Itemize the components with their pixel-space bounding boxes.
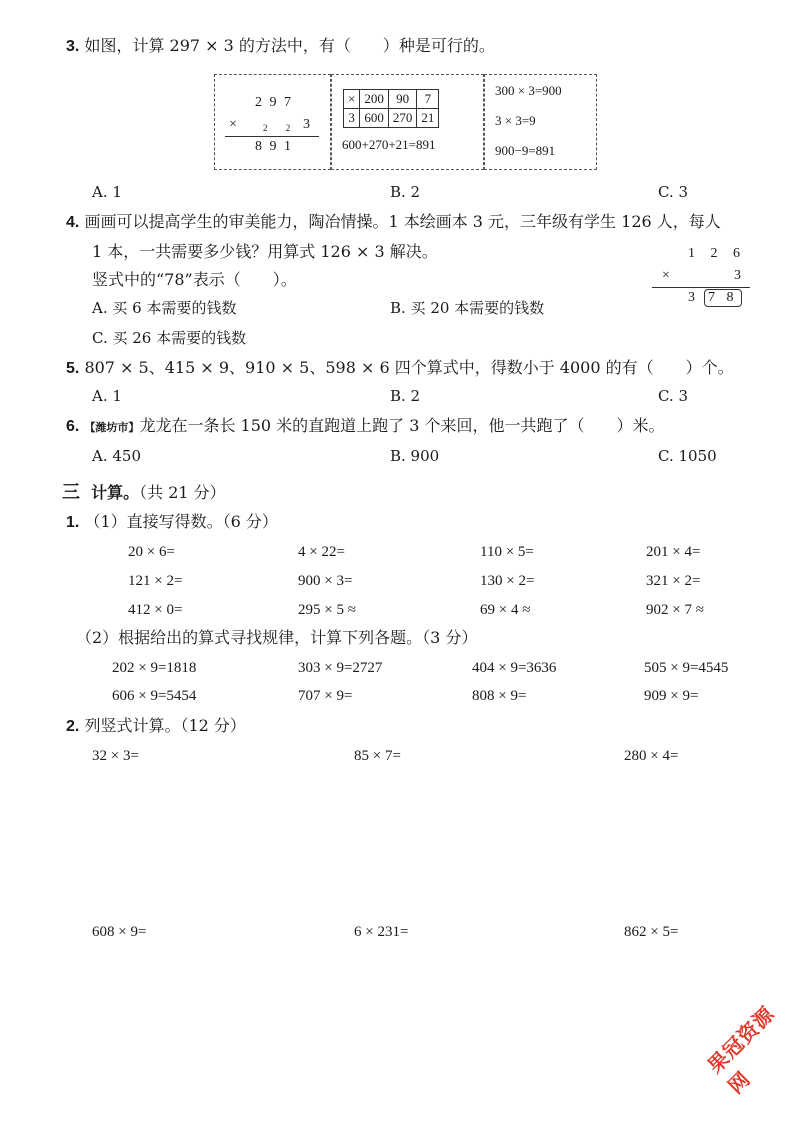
q5-option-b[interactable]: B. 2 [390,387,421,405]
q4-boxed-78: 7 8 [704,289,742,307]
calc1-item: 412 × 0= [128,602,183,618]
q3-grid-cell: × [344,90,360,109]
q3-grid-cell: 270 [388,109,417,128]
q3-number: 3. [66,38,80,55]
q5-option-a[interactable]: A. 1 [92,387,122,405]
q3-estimate-line1: 300 × 3=900 [495,83,562,98]
calc1-item: 900 × 3= [298,573,353,589]
q3-panel-estimate [484,74,597,170]
q4-vertical-result-boxed [704,289,742,307]
q4-option-b[interactable]: B. 买 20 本需要的钱数 [390,299,545,317]
q3-grid-cell: 3 [344,109,360,128]
q4-text-line3: 竖式中的“78”表示（ ）。 [92,270,297,289]
pattern-item: 808 × 9= [472,688,527,704]
section3-heading [62,478,226,504]
q6-option-a[interactable]: A. 450 [92,447,141,465]
q6-text: 龙龙在一条长 150 米的直跑道上跑了 3 个来回，他一共跑了（ ）米。 [139,416,665,435]
q4-line1 [66,212,721,233]
q4-vertical-times: × [662,268,670,283]
q4-text-line2: 1 本，一共需要多少钱？用算式 126 × 3 解决。 [92,242,438,261]
calc1-item: 121 × 2= [128,573,183,589]
q4-vertical-top: 1 2 6 [688,246,746,261]
q5-number: 5. [66,360,80,377]
q4-number: 4. [66,214,80,231]
q3-vertical-rule [225,136,319,137]
q3-grid-cell: 200 [360,90,389,109]
q3-vertical-carries: 2 2 [263,123,299,133]
calc1-heading-text: （1）直接写得数。（6 分） [84,512,278,531]
calc2-heading-text: 列竖式计算。（12 分） [84,716,246,735]
q3-grid-sum: 600+270+21=891 [342,137,436,152]
q4-vertical [648,246,750,312]
calc1-item: 295 × 5 ≈ [298,602,356,618]
q6-option-b[interactable]: B. 900 [390,447,440,465]
q6-number: 6. [66,418,80,435]
pattern-item: 606 × 9=5454 [112,688,197,704]
q3-grid-cell: 90 [388,90,417,109]
q4-option-a[interactable]: A. 买 6 本需要的钱数 [92,299,237,317]
q3-estimate-line3: 900−9=891 [495,143,556,158]
calc1-item: 130 × 2= [480,573,535,589]
q3-vertical-multiplier: 3 [303,117,310,132]
calc1-item: 902 × 7 ≈ [646,602,704,618]
watermark-logo: 果冠资源网 [702,1001,780,1099]
q3-grid-cell: 600 [360,109,389,128]
q3-grid-cell: 7 [417,90,439,109]
calc1-heading [66,512,278,533]
calc1-item: 69 × 4 ≈ [480,602,531,618]
pattern-item: 303 × 9=2727 [298,660,383,676]
pattern-item: 404 × 9=3636 [472,660,557,676]
calc1-item: 201 × 4= [646,544,701,560]
q3-vertical-top: 2 9 7 [255,95,293,110]
section3-points: （共 21 分） [139,483,226,502]
vertical-calc-item: 608 × 9= [92,924,147,940]
pattern-item: 909 × 9= [644,688,699,704]
vertical-calc-item: 6 × 231= [354,924,409,940]
q4-option-c[interactable]: C. 买 26 本需要的钱数 [92,329,247,347]
q3-vertical-result: 8 9 1 [255,139,293,154]
vertical-calc-item: 85 × 7= [354,748,401,764]
vertical-calc-item: 32 × 3= [92,748,139,764]
q4-text-line1: 画画可以提高学生的审美能力，陶冶情操。1 本绘画本 3 元，三年级有学生 126 人，每人 [84,212,721,231]
q4-vertical-rule [652,287,750,288]
calc1-item: 321 × 2= [646,573,701,589]
q6-option-c[interactable]: C. 1050 [658,447,717,465]
section-number-icon: 三 [62,482,80,503]
q3-option-a[interactable]: A. 1 [92,183,122,201]
vertical-calc-item: 862 × 5= [624,924,679,940]
q3-grid-cell: 21 [417,109,439,128]
q3-line [66,36,495,57]
calc2-number: 2. [66,718,80,735]
q6-region-tag: 【潍坊市】 [84,421,140,434]
calc1-item: 110 × 5= [480,544,534,560]
pattern-item: 202 × 9=1818 [112,660,197,676]
q5-text: 807 × 5、415 × 9、910 × 5、598 × 6 四个算式中，得数小于 4000 的有（ ）个。 [84,358,734,377]
q4-vertical-multiplier: 3 [734,268,741,283]
calc1-sub2-heading: （2）根据给出的算式寻找规律，计算下列各题。（3 分） [76,628,478,647]
q3-grid-table [343,89,439,128]
q3-vertical-times: × [229,117,237,132]
q3-text: 如图，计算 297 × 3 的方法中，有（ ）种是可行的。 [84,36,495,55]
calc1-item: 4 × 22= [298,544,345,560]
section3-title: 计算。 [91,483,140,502]
q3-option-b[interactable]: B. 2 [390,183,421,201]
q3-panel-grid [331,74,484,170]
q4-vertical-result-lead: 3 [688,290,695,305]
calc1-number: 1. [66,514,80,531]
pattern-item: 707 × 9= [298,688,353,704]
q3-figure [214,74,597,170]
calc2-heading [66,716,246,737]
pattern-item: 505 × 9=4545 [644,660,729,676]
q5-line [66,358,734,379]
q3-estimate-line2: 3 × 3=9 [495,113,536,128]
q3-option-c[interactable]: C. 3 [658,183,689,201]
q5-option-c[interactable]: C. 3 [658,387,689,405]
q6-line [66,416,665,438]
calc1-item: 20 × 6= [128,544,175,560]
q3-panel-vertical [214,74,331,170]
vertical-calc-item: 280 × 4= [624,748,679,764]
